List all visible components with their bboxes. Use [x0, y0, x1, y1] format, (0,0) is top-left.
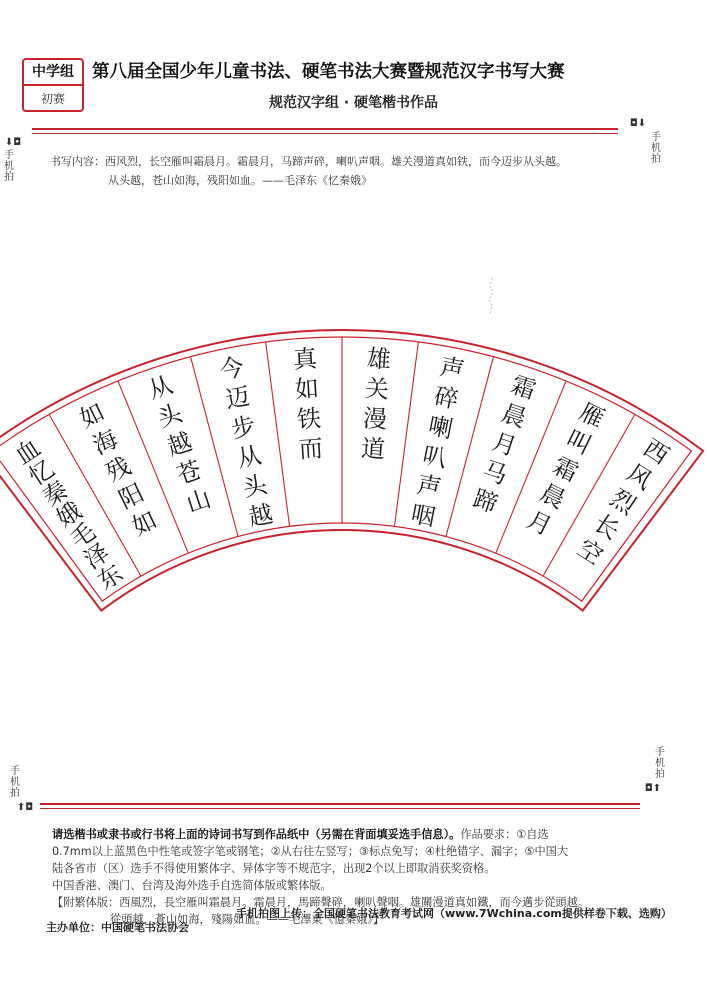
fan-character: 霜	[548, 451, 583, 488]
fan-character: 东	[92, 558, 129, 596]
instructions-line-4: 中国香港、澳门、台湾及海外选手自选简体版或繁体版。	[52, 879, 332, 892]
content-line-1: 书写内容：西风烈，长空雁叫霜晨月。霜晨月，马蹄声碎，喇叭声咽。雄关漫道真如铁，而今迈步从头越。	[50, 155, 567, 168]
fan-character: 山	[182, 484, 215, 519]
fan-character: 毛	[65, 517, 101, 554]
phone-mark-top-right: 手机拍	[651, 132, 661, 165]
fan-character: 蹄	[469, 484, 502, 519]
content-line-2: 从头越，苍山如海，残阳如血。——毛泽东《忆秦娥》	[108, 174, 372, 187]
fan-character: 长	[588, 508, 625, 546]
fan-character: 而	[298, 434, 324, 464]
fan-character: 真	[292, 344, 318, 374]
fan-character: 晨	[498, 398, 530, 434]
fan-character: 叭	[420, 440, 450, 474]
instructions-line-2: 0.7mm以上蓝黑色中性笔或签字笔或钢笔；②从右往左竖写；③标点免写；④杜绝错字、漏字；⑤中国大	[52, 845, 569, 858]
fan-character: 海	[88, 424, 123, 461]
fan-character: 忆	[23, 454, 60, 492]
instructions-line-3: 陆各省市（区）选手不得使用繁体字、异体字等不规范字，出现2个以上即取消获奖资格。	[52, 862, 496, 875]
fan-character: 声	[437, 352, 467, 385]
fan-character: 阳	[114, 478, 149, 515]
phone-icon-bottom-left: ⬆◘	[16, 802, 34, 813]
fan-character: 雄	[366, 344, 392, 374]
fan-character: 今	[217, 352, 247, 385]
fan-character: 月	[488, 427, 521, 462]
fan-character: 碎	[431, 382, 461, 415]
fan-character: 喇	[426, 411, 456, 444]
fan-character: 从	[234, 440, 264, 474]
fan-divider	[394, 342, 418, 526]
content-label: 书写内容：	[50, 155, 105, 168]
fan-character: 晨	[535, 478, 570, 515]
fan-character: 从	[144, 370, 177, 405]
fan-character: 娥	[51, 496, 87, 533]
phone-icon-top-right: ◘⬇	[629, 118, 647, 129]
fan-character: 关	[364, 374, 390, 404]
fan-character: 血	[10, 433, 46, 471]
fan-character: 泽	[78, 538, 115, 575]
fan-character: 秦	[37, 475, 74, 512]
traditional-line-2: 從頭越，蒼山如海，殘陽如血。——毛澤東《憶秦娥》】	[110, 913, 385, 926]
fan-character: 越	[246, 499, 276, 532]
fan-character: 风	[621, 458, 658, 496]
fan-character: 如	[294, 374, 320, 404]
fan-character: 霜	[507, 370, 540, 405]
fan-divider	[266, 342, 290, 526]
upload-info: 手机拍图上传：全国硬笔书法教育考试网（www.7Wchina.com提供样卷下载、选购）	[236, 907, 672, 920]
fan-character: 如	[127, 505, 162, 542]
phone-mark-bottom-left: 手机拍	[10, 766, 20, 799]
fan-character: 苍	[173, 455, 205, 490]
fan-character: 残	[101, 451, 136, 488]
page-title: 第八届全国少年儿童书法、硬笔书法大赛暨规范汉字书写大赛	[92, 62, 565, 82]
bottom-divider	[40, 803, 640, 809]
fan-character: 声	[414, 470, 444, 503]
instructions-line-1: 请选楷书或隶书或行书将上面的诗词书写到作品纸中（另需在背面填妥选手信息）。作品要求：①自选	[52, 828, 549, 841]
fan-character: 头	[154, 398, 186, 434]
fan-character: 铁	[296, 404, 322, 434]
fan-character: 迈	[223, 382, 253, 415]
fan-character: 月	[522, 505, 557, 542]
fan-character: 烈	[605, 483, 641, 521]
fan-character: 西	[638, 433, 674, 471]
fan-character: 如	[75, 397, 110, 434]
group-label: 中学组	[24, 60, 82, 86]
fan-character: 道	[360, 434, 386, 464]
fan-character: 漫	[362, 404, 388, 434]
stage-label: 初赛	[40, 92, 65, 106]
fan-character: 雁	[574, 397, 609, 434]
fan-character: 咽	[408, 499, 438, 532]
fan-character: 步	[228, 411, 258, 444]
organizer: 主办单位：中国硬笔书法协会	[46, 921, 189, 934]
fan-character: 马	[479, 455, 511, 490]
fan-character: 越	[163, 427, 196, 462]
fan-character: 头	[240, 470, 270, 503]
phone-icon-bottom-right: ◘⬆	[644, 783, 662, 794]
fan-character: 空	[572, 533, 608, 571]
phone-mark-top-left: 手机拍	[4, 150, 14, 183]
fan-character: 叫	[561, 424, 596, 461]
phone-icon-top-left: ⬇◘	[4, 137, 22, 148]
page-subtitle: 规范汉字组 · 硬笔楷书作品	[268, 95, 439, 111]
traditional-line-1: 【附繁体版：西風烈，長空雁叫霜晨月。霜晨月，馬蹄聲碎，喇叭聲咽。雄關漫道真如鐵，而今邁步從頭越。	[52, 896, 590, 909]
phone-mark-bottom-right: 手机拍	[655, 747, 665, 780]
